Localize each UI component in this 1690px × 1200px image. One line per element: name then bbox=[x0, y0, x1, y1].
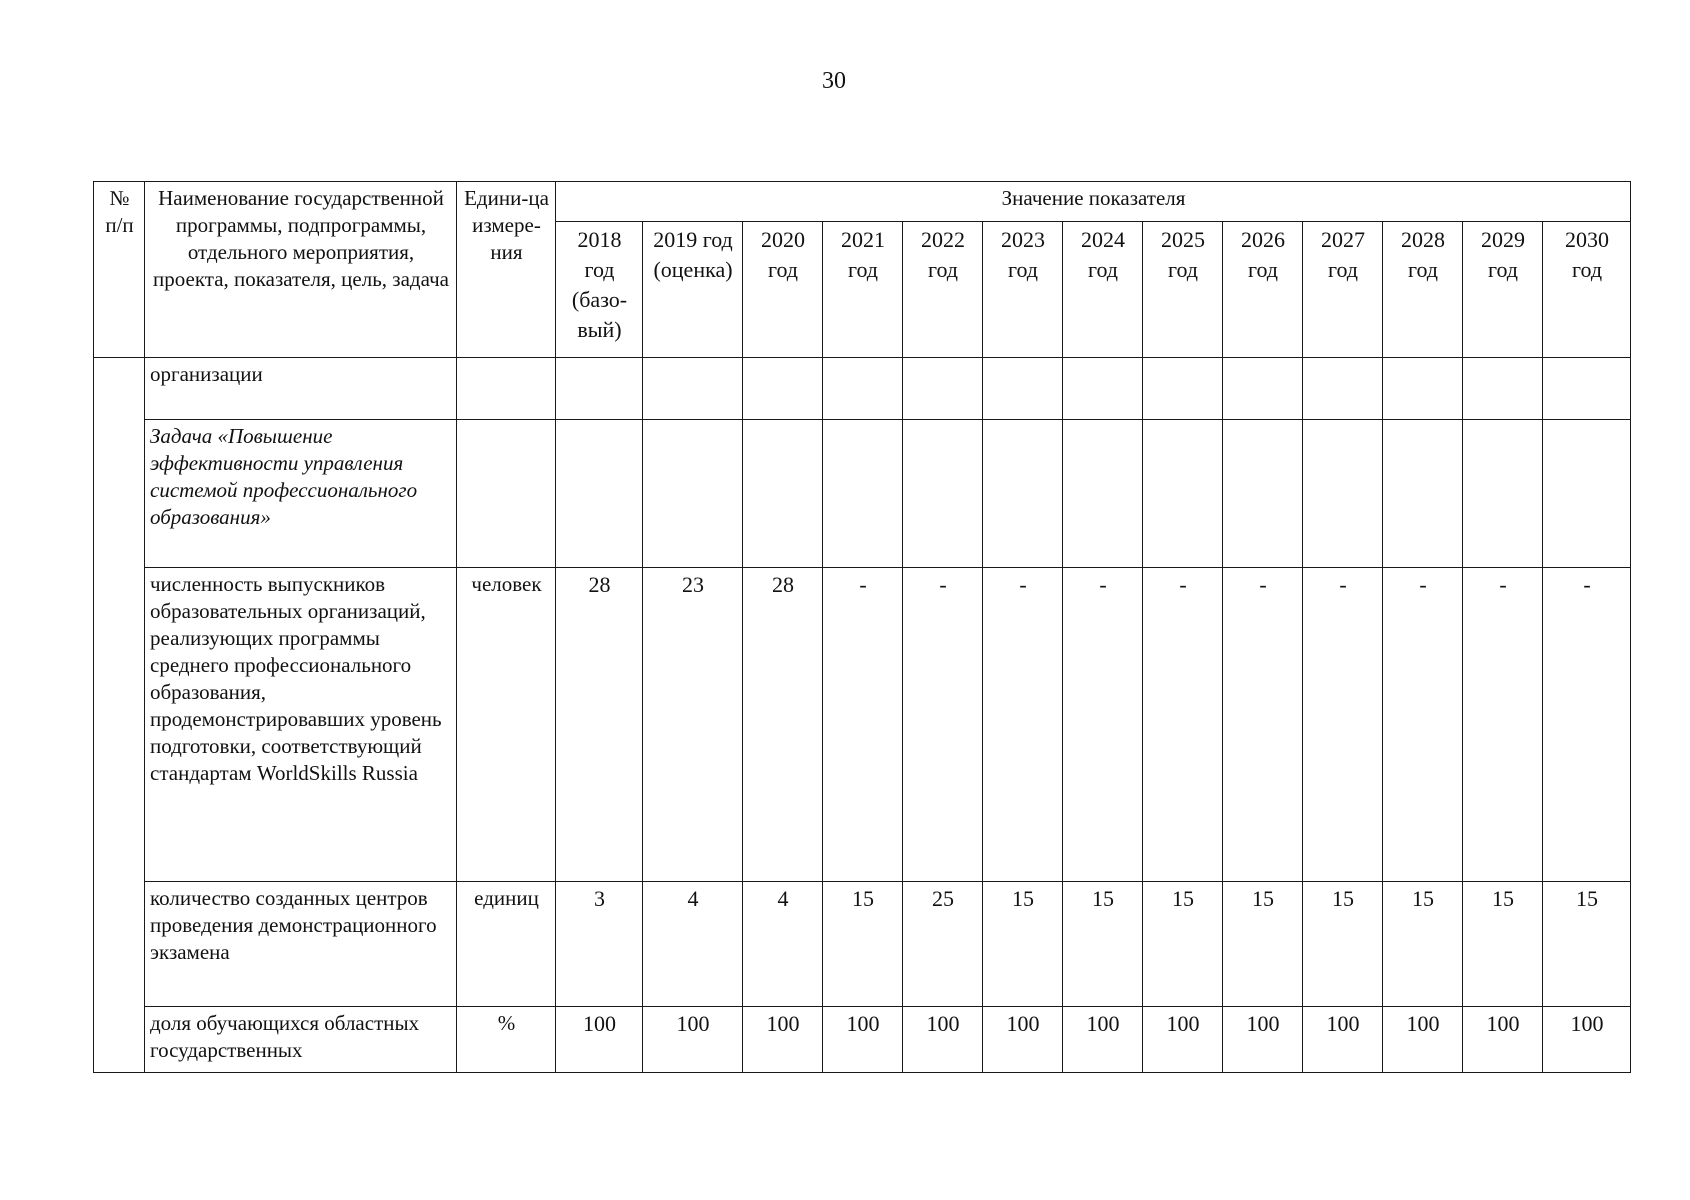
row-value bbox=[743, 420, 823, 568]
header-year: 2026 год bbox=[1223, 222, 1303, 358]
row-value: 15 bbox=[823, 882, 903, 1007]
row-value: 100 bbox=[1223, 1007, 1303, 1073]
header-year: 2027 год bbox=[1303, 222, 1383, 358]
row-value bbox=[1063, 420, 1143, 568]
row-value bbox=[903, 358, 983, 420]
row-value: 100 bbox=[903, 1007, 983, 1073]
header-year: 2028 год bbox=[1383, 222, 1463, 358]
row-value: 3 bbox=[556, 882, 643, 1007]
row-value: 23 bbox=[643, 568, 743, 882]
row-name: доля обучающихся областных государственных bbox=[145, 1007, 457, 1073]
row-value: 15 bbox=[1303, 882, 1383, 1007]
row-value: 4 bbox=[643, 882, 743, 1007]
header-year: 2030 год bbox=[1543, 222, 1631, 358]
row-unit: единиц bbox=[457, 882, 556, 1007]
header-name: Наименование государственной программы, подпрограммы, отдельного мероприятия, проекта, показателя, цель, задача bbox=[145, 182, 457, 358]
row-value: - bbox=[1543, 568, 1631, 882]
row-value bbox=[1303, 358, 1383, 420]
row-value bbox=[556, 358, 643, 420]
row-unit: человек bbox=[457, 568, 556, 882]
row-value: 100 bbox=[1383, 1007, 1463, 1073]
row-value: 15 bbox=[1143, 882, 1223, 1007]
header-indicator-value: Значение показателя bbox=[556, 182, 1631, 222]
header-year: 2025 год bbox=[1143, 222, 1223, 358]
row-value: 100 bbox=[1543, 1007, 1631, 1073]
row-value: 100 bbox=[1303, 1007, 1383, 1073]
header-year: 2019 год (оценка) bbox=[643, 222, 743, 358]
header-year: 2018 год (базо-вый) bbox=[556, 222, 643, 358]
row-value: 100 bbox=[1463, 1007, 1543, 1073]
row-value: 100 bbox=[1063, 1007, 1143, 1073]
row-value bbox=[556, 420, 643, 568]
row-value bbox=[643, 358, 743, 420]
row-value bbox=[1063, 358, 1143, 420]
header-unit: Едини-ца измере-ния bbox=[457, 182, 556, 358]
row-value: - bbox=[903, 568, 983, 882]
row-value: 100 bbox=[823, 1007, 903, 1073]
table-row bbox=[94, 1007, 1631, 1073]
row-value: 100 bbox=[1143, 1007, 1223, 1073]
header-year: 2023 год bbox=[983, 222, 1063, 358]
row-value: 15 bbox=[1543, 882, 1631, 1007]
row-unit: % bbox=[457, 1007, 556, 1073]
row-value bbox=[823, 358, 903, 420]
header-year: 2024 год bbox=[1063, 222, 1143, 358]
row-value bbox=[1383, 358, 1463, 420]
header-year: 2021 год bbox=[823, 222, 903, 358]
header-year: 2020 год bbox=[743, 222, 823, 358]
row-value bbox=[983, 420, 1063, 568]
table-row bbox=[94, 882, 1631, 1007]
row-value bbox=[643, 420, 743, 568]
row-value bbox=[743, 358, 823, 420]
row-value: - bbox=[1303, 568, 1383, 882]
row-value: 100 bbox=[983, 1007, 1063, 1073]
row-value bbox=[823, 420, 903, 568]
indicators-table bbox=[93, 181, 1631, 1073]
row-value: 100 bbox=[743, 1007, 823, 1073]
header-year: 2029 год bbox=[1463, 222, 1543, 358]
row-unit bbox=[457, 420, 556, 568]
row-value bbox=[1143, 358, 1223, 420]
row-value: 100 bbox=[643, 1007, 743, 1073]
row-value: - bbox=[983, 568, 1063, 882]
row-value bbox=[903, 420, 983, 568]
row-name: численность выпускников образовательных организаций, реализующих программы среднего профессионального образования, продемонстрировавших уровень подготовки, соответствующий стандартам WorldSkills Russia bbox=[145, 568, 457, 882]
row-value: 15 bbox=[983, 882, 1063, 1007]
row-value: - bbox=[1223, 568, 1303, 882]
row-value bbox=[1383, 420, 1463, 568]
table-row bbox=[94, 568, 1631, 882]
row-value: 100 bbox=[556, 1007, 643, 1073]
row-value: 15 bbox=[1223, 882, 1303, 1007]
row-name: количество созданных центров проведения демонстрационного экзамена bbox=[145, 882, 457, 1007]
row-value bbox=[1223, 358, 1303, 420]
page-number: 30 bbox=[822, 68, 846, 94]
row-unit bbox=[457, 358, 556, 420]
header-row-top bbox=[94, 182, 1631, 222]
row-value bbox=[1143, 420, 1223, 568]
header-no: № п/п bbox=[94, 182, 145, 358]
table-row bbox=[94, 358, 1631, 420]
task-name: Задача «Повышение эффективности управления системой профессионального образования» bbox=[145, 420, 457, 568]
row-value: 15 bbox=[1063, 882, 1143, 1007]
row-number-cell bbox=[94, 358, 145, 1073]
row-value bbox=[1223, 420, 1303, 568]
table-row bbox=[94, 420, 1631, 568]
row-value: 28 bbox=[743, 568, 823, 882]
row-value bbox=[1303, 420, 1383, 568]
row-value: 28 bbox=[556, 568, 643, 882]
row-value: 4 bbox=[743, 882, 823, 1007]
row-value: 25 bbox=[903, 882, 983, 1007]
row-value bbox=[1463, 420, 1543, 568]
row-value bbox=[983, 358, 1063, 420]
row-name: организации bbox=[145, 358, 457, 420]
row-value: - bbox=[1143, 568, 1223, 882]
row-value: - bbox=[1463, 568, 1543, 882]
row-value: - bbox=[823, 568, 903, 882]
row-value: 15 bbox=[1463, 882, 1543, 1007]
row-value: 15 bbox=[1383, 882, 1463, 1007]
header-year: 2022 год bbox=[903, 222, 983, 358]
row-value: - bbox=[1063, 568, 1143, 882]
row-value bbox=[1543, 358, 1631, 420]
row-value bbox=[1543, 420, 1631, 568]
row-value bbox=[1463, 358, 1543, 420]
row-value: - bbox=[1383, 568, 1463, 882]
